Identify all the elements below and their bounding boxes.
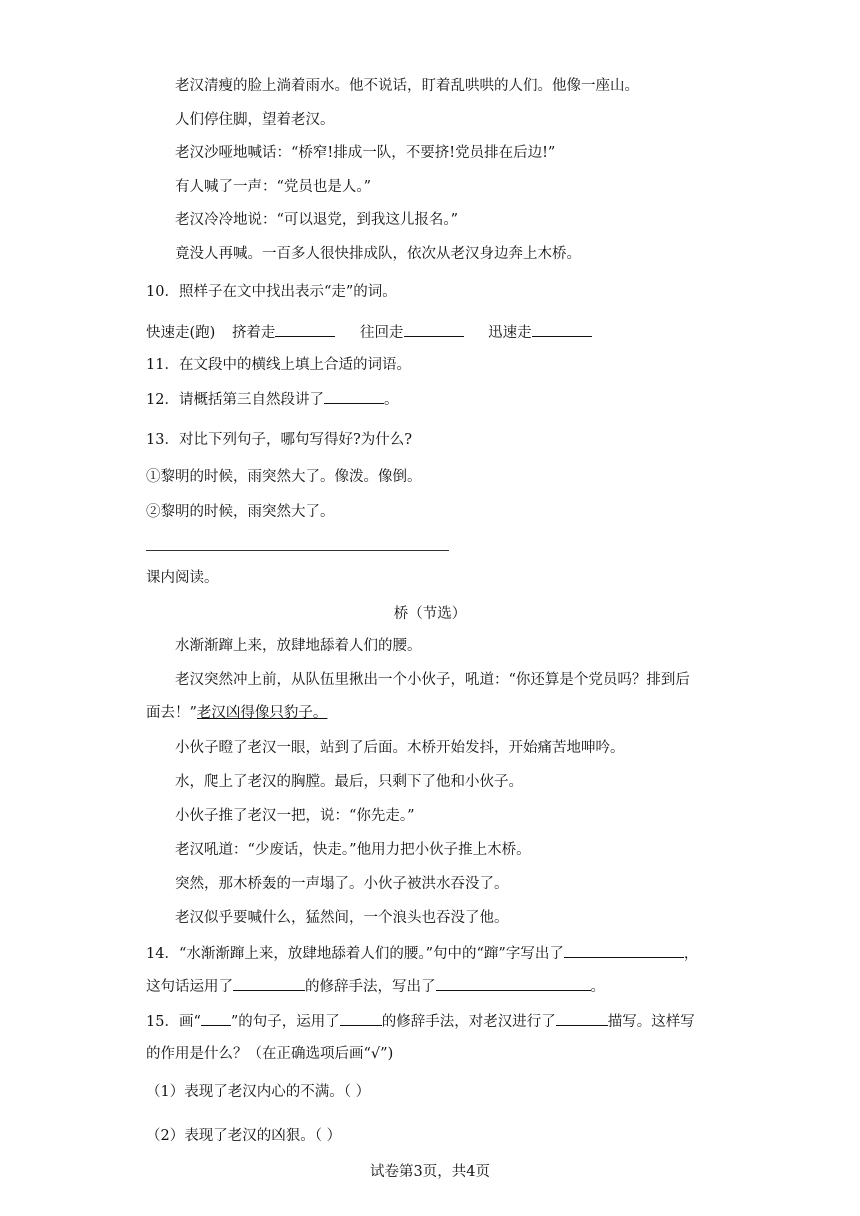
passage2-paragraph-6: 老汉吼道：“少废话，快走。”他用力把小伙子推上木桥。 (175, 842, 531, 858)
passage2-paragraph-7: 突然，那木桥轰的一声塌了。小伙子被洪水吞没了。 (175, 876, 509, 892)
question-15-option-1[interactable]: （1）表现了老汉内心的不满。（ ） (146, 1084, 371, 1100)
question-15-text-4: 描写。这样写 (607, 1014, 695, 1030)
question-10-item-2: 往回走 (360, 325, 404, 341)
passage2-paragraph-2a: 老汉突然冲上前，从队伍里揪出一个小伙子，吼道：“你还算是个党员吗？排到后 (175, 672, 690, 688)
passage2-paragraph-8: 老汉似乎要喊什么，猛然间，一个浪头也吞没了他。 (175, 910, 509, 926)
question-10-blank-1[interactable] (275, 322, 335, 337)
question-12-suffix: 。 (383, 392, 399, 408)
passage1-paragraph-3: 老汉沙哑地喊话：“桥窄!排成一队，不要挤!党员排在后边!” (175, 145, 556, 161)
passage1-paragraph-2: 人们停住脚，望着老汉。 (175, 112, 335, 128)
passage-title: 桥（节选） (393, 606, 467, 622)
underlined-sentence: 老汉凶得像只豹子。 (196, 705, 328, 721)
question-10-blank-3[interactable] (532, 322, 592, 337)
question-15-line-1 (146, 1011, 730, 1032)
section-heading: 课内阅读。 (146, 570, 219, 586)
question-15-option-2[interactable]: （2）表现了老汉的凶狠。（ ） (146, 1128, 342, 1144)
passage2-paragraph-3: 小伙子瞪了老汉一眼，站到了后面。木桥开始发抖，开始痛苦地呻吟。 (175, 740, 625, 756)
question-14-text-2: ， (683, 946, 699, 962)
question-11-stem: 11．在文段中的横线上填上合适的词语。 (146, 357, 411, 373)
question-14-text-1: 14．“水渐渐蹿上来，放肆地舔着人们的腰。”句中的“蹿”字写出了 (146, 946, 564, 962)
question-15-text-1: 15．画“ (146, 1014, 201, 1030)
question-13-sentence-2: ②黎明的时候，雨突然大了。 (146, 504, 335, 520)
question-15-blank-1[interactable] (340, 1011, 382, 1026)
question-13-sentence-1: ①黎明的时候，雨突然大了。像泼。像倒。 (146, 469, 422, 485)
question-10-item-1: 挤着走 (231, 325, 276, 341)
page-footer: 试卷第3页，共4页 (370, 1164, 490, 1180)
question-10-blank-2[interactable] (404, 322, 464, 337)
passage1-paragraph-5: 老汉冷冷地说：“可以退党，到我这儿报名。” (175, 212, 459, 228)
question-14-blank-1[interactable] (564, 943, 684, 958)
passage2-paragraph-2b (146, 703, 730, 723)
question-15-underline-sample (201, 1011, 231, 1026)
question-14-text-4: 的修辞手法，写出了 (305, 979, 436, 995)
question-15-text-3: 的修辞手法，对老汉进行了 (381, 1014, 556, 1030)
question-12 (146, 389, 730, 410)
question-10-stem: 10．照样子在文中找出表示“走”的词。 (146, 284, 397, 300)
question-14-blank-3[interactable] (436, 976, 591, 991)
question-14-blank-2[interactable] (233, 976, 305, 991)
question-13-stem: 13．对比下列句子，哪句写得好?为什么? (146, 432, 412, 448)
question-14-text-3: 这句话运用了 (146, 979, 233, 995)
passage1-paragraph-6: 竟没人再喊。一百多人很快排成队，依次从老汉身边奔上木桥。 (175, 246, 581, 262)
question-15-line-2: 的作用是什么？（在正确选项后画“√”) (146, 1046, 394, 1062)
question-14-line-1 (146, 943, 730, 964)
question-10-answers (146, 322, 730, 343)
passage2-paragraph-5: 小伙子推了老汉一把，说：“你先走。” (175, 808, 415, 824)
question-15-blank-2[interactable] (556, 1011, 608, 1026)
passage1-paragraph-4: 有人喊了一声：“党员也是人。” (175, 179, 372, 195)
question-10-example: 快速走(跑) (146, 325, 216, 341)
passage2-paragraph-4: 水，爬上了老汉的胸膛。最后，只剩下了他和小伙子。 (175, 774, 523, 790)
question-13-answer-line[interactable] (146, 550, 449, 551)
question-14-text-5: 。 (590, 979, 605, 995)
question-10-item-3: 迅速走 (488, 325, 532, 341)
passage2-paragraph-2b-plain: 面去！” (146, 705, 197, 721)
passage2-paragraph-1: 水渐渐蹿上来，放肆地舔着人们的腰。 (175, 638, 422, 654)
question-15-text-2: ”的句子，运用了 (230, 1014, 340, 1030)
passage1-paragraph-1: 老汉清瘦的脸上淌着雨水。他不说话，盯着乱哄哄的人们。他像一座山。 (175, 78, 639, 94)
question-12-prefix: 12．请概括第三自然段讲了 (146, 392, 324, 408)
question-14-line-2 (146, 976, 730, 997)
question-12-blank[interactable] (324, 389, 384, 404)
